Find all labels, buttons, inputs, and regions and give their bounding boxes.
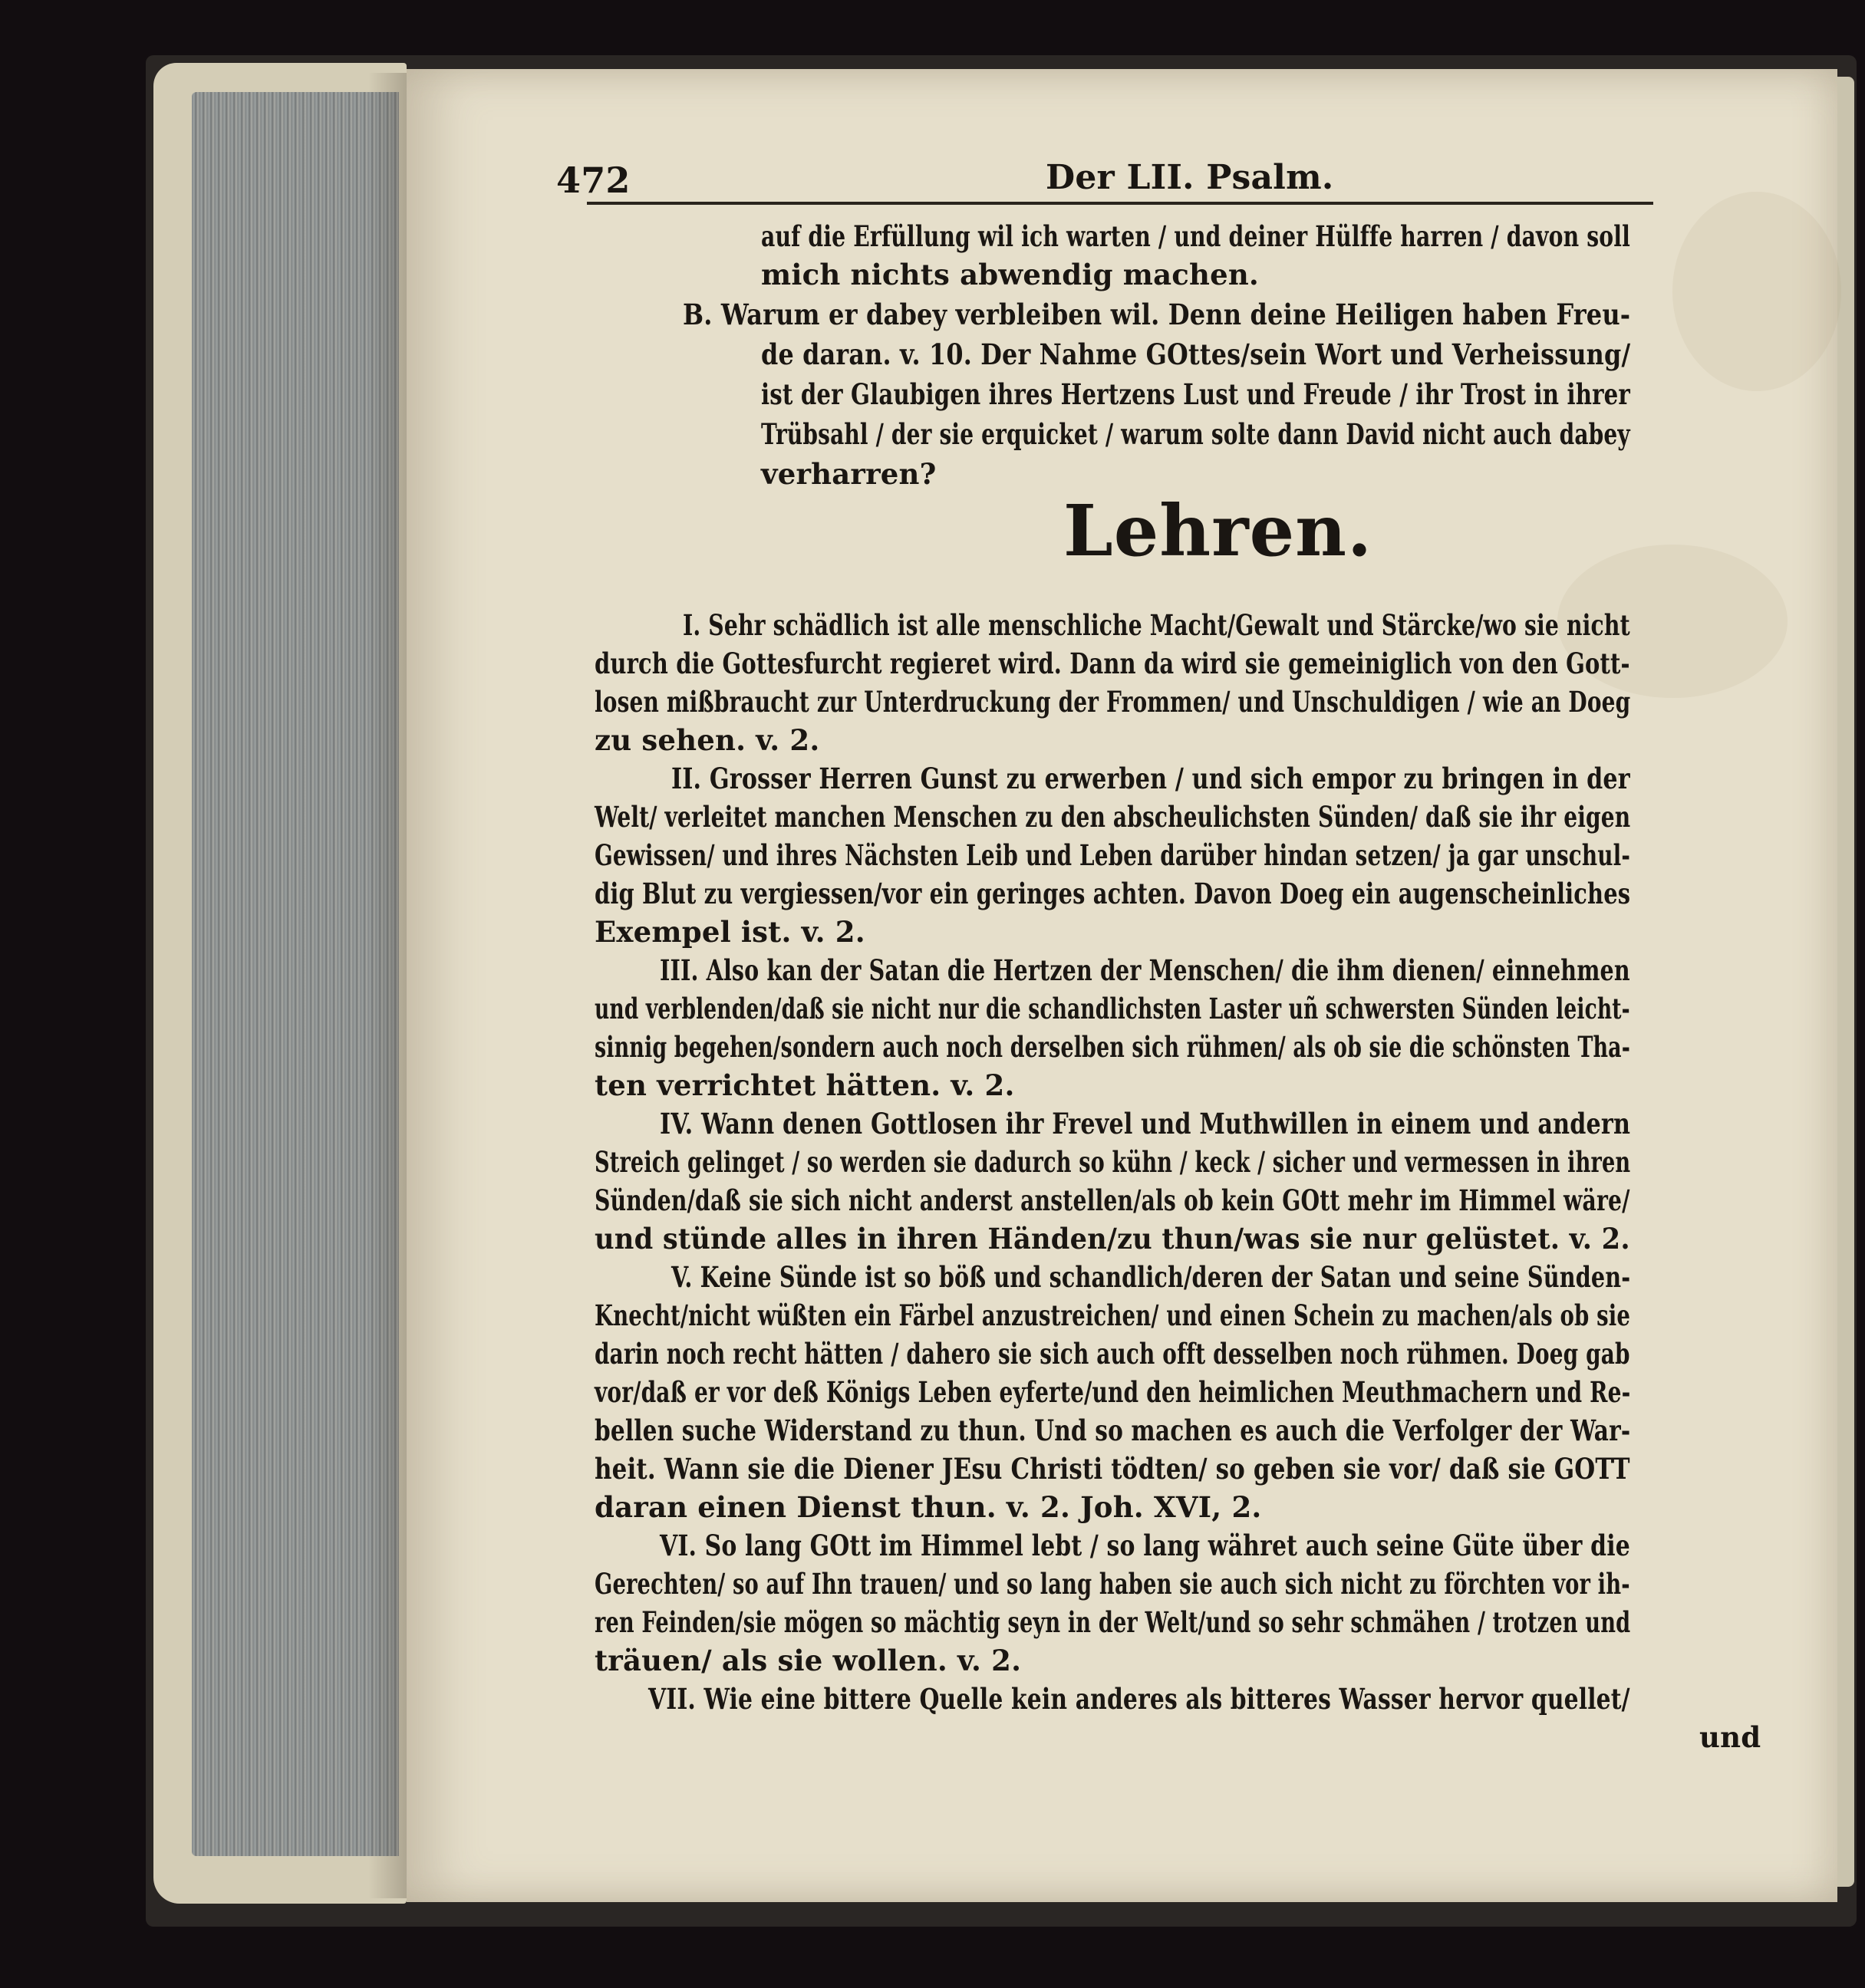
text-line: verharren? — [761, 457, 937, 491]
section-heading: Lehren. — [1063, 489, 1373, 572]
text-line: und stünde alles in ihren Händen/zu thun/was sie nur gelüstet. v. 2. — [595, 1222, 1630, 1256]
text-line: vor/daß er vor deß Königs Leben eyferte/und den heimlichen Meuthmachern und Re- — [595, 1375, 1631, 1409]
text-line: VI. So lang GOtt im Himmel lebt / so lang währet auch seine Güte über die — [660, 1529, 1630, 1562]
printed-page — [407, 69, 1837, 1902]
text-line: I. Sehr schädlich ist alle menschliche Macht/Gewalt und Stärcke/wo sie nicht — [683, 608, 1630, 642]
text-line: Welt/ verleitet manchen Menschen zu den abscheulichsten Sünden/ daß sie ihr eigen — [595, 800, 1631, 834]
text-line: auf die Erfüllung wil ich warten / und deiner Hülffe harren / davon soll — [761, 219, 1631, 253]
text-line: träuen/ als sie wollen. v. 2. — [595, 1644, 1022, 1677]
text-line: III. Also kan der Satan die Hertzen der Menschen/ die ihm dienen/ einnehmen — [660, 953, 1630, 987]
text-line: Streich gelinget / so werden sie dadurch so kühn / keck / sicher und vermessen in ihren — [595, 1145, 1631, 1179]
text-line: bellen suche Widerstand zu thun. Und so machen es auch die Verfolger der War- — [595, 1414, 1631, 1447]
text-line: durch die Gottesfurcht regieret wird. Dann da wird sie gemeiniglich von den Gott- — [595, 647, 1630, 680]
text-line: daran einen Dienst thun. v. 2. Joh. XVI, 2. — [595, 1490, 1262, 1524]
header-rule — [587, 202, 1653, 205]
text-line: II. Grosser Herren Gunst zu erwerben / und sich empor zu bringen in der — [671, 762, 1630, 795]
text-line: heit. Wann sie die Diener JEsu Christi tödten/ so geben sie vor/ daß sie GOTT — [595, 1452, 1630, 1486]
text-line: ist der Glaubigen ihres Hertzens Lust und Freude / ihr Trost in ihrer — [761, 377, 1630, 411]
text-line: Gerechten/ so auf Ihn trauen/ und so lang haben sie auch sich nicht zu förchten vor ih- — [595, 1567, 1630, 1601]
text-line: Gewissen/ und ihres Nächsten Leib und Leben darüber hindan setzen/ ja gar unschul- — [595, 838, 1631, 872]
text-line: ten verrichtet hätten. v. 2. — [595, 1068, 1015, 1102]
text-line: V. Keine Sünde ist so böß und schandlich/deren der Satan und seine Sünden- — [671, 1260, 1631, 1294]
running-title: Der LII. Psalm. — [1046, 158, 1334, 197]
text-line: IV. Wann denen Gottlosen ihr Frevel und Muthwillen in einem und andern — [660, 1107, 1631, 1140]
text-line: und verblenden/daß sie nicht nur die schandlichsten Laster uñ schwersten Sünden leicht- — [595, 992, 1630, 1025]
paper-stain — [1672, 192, 1841, 391]
text-line: Trübsahl / der sie erquicket / warum solte dann David nicht auch dabey — [761, 417, 1630, 451]
text-line: Sünden/daß sie sich nicht anderst anstellen/als ob kein GOtt mehr im Himmel wäre/ — [595, 1183, 1630, 1217]
catchword: und — [1699, 1720, 1761, 1754]
text-line: Knecht/nicht wüßten ein Färbel anzustreichen/ und einen Schein zu machen/als ob sie — [595, 1298, 1631, 1332]
page-number: 472 — [556, 160, 631, 201]
text-line: sinnig begehen/sondern auch noch derselben sich rühmen/ als ob sie die schönsten Tha- — [595, 1030, 1631, 1064]
text-line: VII. Wie eine bittere Quelle kein anderes als bitteres Wasser hervor quellet/ — [648, 1682, 1630, 1716]
text-line: B. Warum er dabey verbleiben wil. Denn deine Heiligen haben Freu- — [683, 298, 1631, 331]
text-line: losen mißbraucht zur Unterdruckung der Frommen/ und Unschuldigen / wie an Doeg — [595, 685, 1631, 719]
text-line: dig Blut zu vergiessen/vor ein geringes achten. Davon Doeg ein augenscheinliches — [595, 877, 1631, 910]
text-line: mich nichts abwendig machen. — [761, 258, 1259, 291]
text-line: de daran. v. 10. Der Nahme GOttes/sein Wort und Verheissung/ — [761, 337, 1631, 371]
text-line: Exempel ist. v. 2. — [595, 915, 865, 949]
text-line: ren Feinden/sie mögen so mächtig seyn in der Welt/und so sehr schmähen / trotzen und — [595, 1605, 1631, 1639]
text-line: zu sehen. v. 2. — [595, 723, 820, 757]
text-line: darin noch recht hätten / dahero sie sich auch offt desselben noch rühmen. Doeg gab — [595, 1337, 1630, 1371]
